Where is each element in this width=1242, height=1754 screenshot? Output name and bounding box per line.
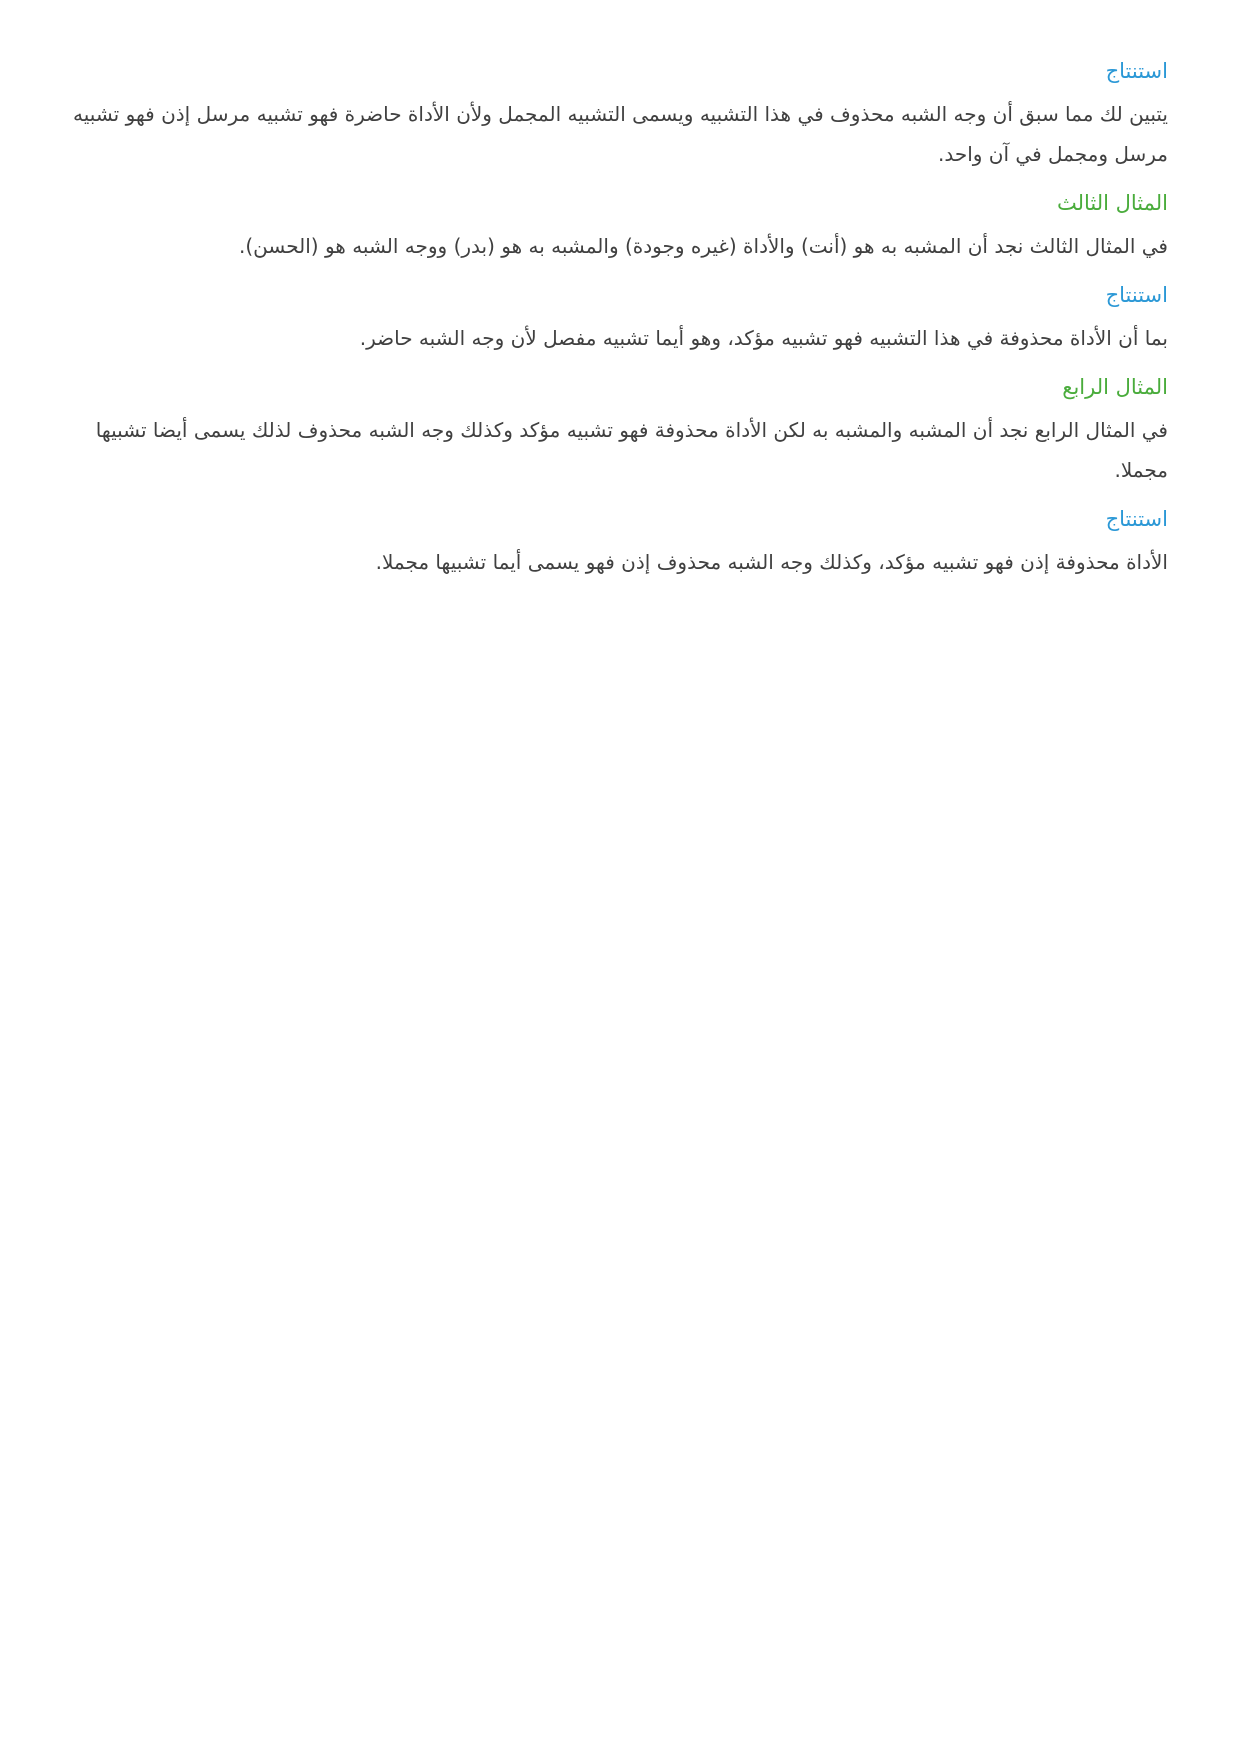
example-four-paragraph: في المثال الرابع نجد أن المشبه والمشبه به لكن الأداة محذوفة فهو تشبيه مؤكد وكذلك وجه الشبه محذوف لذلك يسمى أيضا تشبيها مجملا. [95, 418, 1168, 482]
conclusion-paragraph-2: بما أن الأداة محذوفة في هذا التشبيه فهو تشبيه مؤكد، وهو أيما تشبيه مفصل لأن وجه الشبه حاضر. [359, 326, 1168, 350]
conclusion-heading-1: استنتاج [1105, 59, 1168, 83]
example-four-heading: المثال الرابع [1062, 375, 1168, 399]
conclusion-paragraph-3: الأداة محذوفة إذن فهو تشبيه مؤكد، وكذلك وجه الشبه محذوف إذن فهو يسمى أيما تشبيها مجملا. [375, 550, 1168, 574]
conclusion-paragraph-1: يتبين لك مما سبق أن وجه الشبه محذوف في هذا التشبيه ويسمى التشبيه المجمل ولأن الأداة حاضرة فهو تشبيه مرسل إذن فهو تشبيه مرسل ومجمل في آن واحد. [73, 102, 1168, 166]
conclusion-heading-2: استنتاج [1105, 283, 1168, 307]
document-page [70, 50, 1168, 590]
example-three-paragraph: في المثال الثالث نجد أن المشبه به هو (أنت) والأداة (غيره وجودة) والمشبه به هو (بدر) ووجه الشبه هو (الحسن). [239, 234, 1168, 258]
example-three-heading: المثال الثالث [1056, 191, 1168, 215]
conclusion-heading-3: استنتاج [1105, 507, 1168, 531]
